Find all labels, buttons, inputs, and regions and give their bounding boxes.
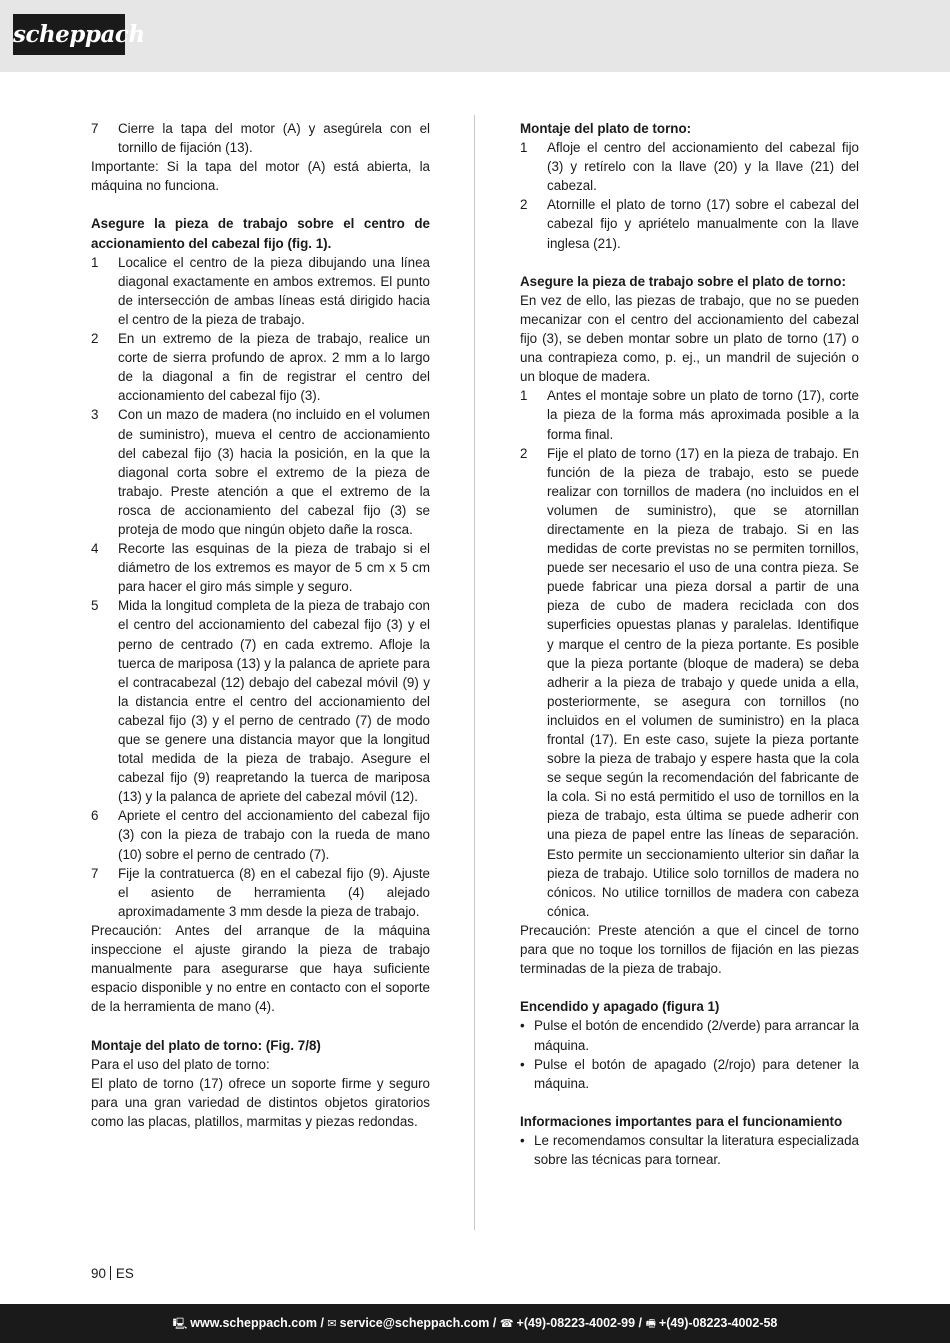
step-number: 2 (520, 197, 528, 213)
step-number: 1 (91, 254, 99, 270)
caution-note: Precaución: Preste atención a que el cincel de torno para que no toque los tornillos de fijación en las piezas terminadas de la pieza de trabajo. (520, 922, 859, 977)
step-text: Mida la longitud completa de la pieza de trabajo con el centro del accionamiento del cabezal fijo (3) y el perno de centrado (7) en cada extremo. Afloje la tuerca de mariposa (13) y la palanca de apriete para el contracabezal (12) debajo del cabezal móvil (9) y la distancia entre el centro del accionamiento del cabezal fijo (3) y el perno de centrado (7) de modo que se genere una distancia mayor que la longitud total medida de la pieza de trabajo. Asegure el cabezal fijo (9) reapretando la tuerca de mariposa (13) y la palanca de apriete del cabezal móvil (12). (118, 598, 430, 805)
list-item (520, 138, 859, 195)
list-item (520, 386, 859, 443)
step-number: 4 (91, 541, 99, 557)
step-number: 1 (520, 388, 528, 404)
step-text: Con un mazo de madera (no incluido en el volumen de suministro), mueva el centro de accionamiento del cabezal fijo (3) hacia la posición, en la que la diagonal corta sobre el extremo de la pieza de trabajo. Preste atención a que el extremo de la rosca de accionamiento del cabezal fijo (3) se proteja de modo que ningún objeto dañe la rosca. (118, 407, 430, 537)
step-number: 3 (91, 407, 99, 423)
section-heading: Montaje del plato de torno: (Fig. 7/8) (91, 1037, 321, 1053)
step-number: 5 (91, 598, 99, 614)
bullet-icon: • (520, 1132, 525, 1148)
step-number: 6 (91, 808, 99, 824)
list-item (91, 253, 430, 329)
bullet-text: Pulse el botón de apagado (2/rojo) para detener la máquina. (534, 1056, 859, 1091)
footer-bar (0, 1304, 950, 1343)
step-text: Localice el centro de la pieza dibujando una línea diagonal exactamente en ambos extremos. El punto de intersección de ambas líneas está dirigido hacia el centro de la pieza de trabajo. (118, 254, 430, 327)
step-text: Atornille el plato de torno (17) sobre el cabezal del cabezal fijo y apriételo manualmente con la llave inglesa (21). (547, 197, 859, 251)
step-number: 2 (520, 445, 528, 461)
step-number: 7 (91, 121, 99, 136)
list-item (520, 1055, 859, 1093)
bullet-text: Le recomendamos consultar la literatura especializada sobre las técnicas para tornear. (534, 1132, 859, 1168)
step-text: Fije la contratuerca (8) en el cabezal fijo (9). Ajuste el asiento de herramienta (4) alejado aproximadamente 3 mm desde la pieza de trabajo. (118, 865, 430, 919)
fax-icon: 🖷 (645, 1317, 656, 1330)
step-text: Cierre la tapa del motor (A) y asegúrela con el tornillo de fijación (13). (118, 121, 430, 156)
important-note: Importante: Si la tapa del motor (A) está abierta, la máquina no funciona. (91, 159, 430, 194)
language-code: ES (115, 1266, 134, 1281)
footer-separator: / (320, 1316, 324, 1330)
right-column (520, 119, 859, 1169)
list-item (520, 195, 859, 252)
step-number: 2 (91, 331, 99, 347)
section-heading: Encendido y apagado (figura 1) (520, 999, 720, 1015)
list-item (520, 1016, 859, 1054)
list-item (91, 806, 430, 863)
step-number: 7 (91, 865, 99, 881)
list-item (520, 444, 859, 921)
column-divider (474, 115, 475, 1230)
step-text: Afloje el centro del accionamiento del cabezal fijo (3) y retírelo con la llave (20) y la llave (21) del cabezal. (547, 140, 859, 194)
list-item (520, 1131, 859, 1169)
page-number (91, 1265, 134, 1282)
page-number-value: 90 (91, 1266, 106, 1281)
list-item (91, 596, 430, 806)
section-heading: Montaje del plato de torno: (520, 121, 692, 136)
monitor-icon: 🖳 (172, 1317, 188, 1330)
brand-logo: scheppach (13, 14, 125, 55)
header-bar (0, 0, 950, 72)
list-item (91, 405, 430, 539)
paragraph: Para el uso del plato de torno: (91, 1056, 270, 1072)
paragraph: El plato de torno (17) ofrece un soporte firme y seguro para una gran variedad de distintos objetos giratorios como las placas, platillos, marmitas y piezas redondas. (91, 1075, 430, 1129)
footer-separator: / (638, 1316, 643, 1330)
website-link[interactable]: www.scheppach.com (190, 1316, 317, 1330)
bullet-icon: • (520, 1018, 525, 1034)
left-column (91, 119, 430, 1131)
paragraph: En vez de ello, las piezas de trabajo, que no se pueden mecanizar con el centro del accionamiento del cabezal fijo (3), se deben montar sobre un plato de torno (17) o una contrapieza como, p. ej., un mandril de sujeción o un bloque de madera. (520, 292, 859, 385)
step-text: Fije el plato de torno (17) en la pieza de trabajo. En función de la pieza de trabajo, esto se puede realizar con tornillos de madera (no incluidos en el volumen de suministro), que se atornillan directamente en la pieza de trabajo. Si en las medidas de corte previstas no se permiten tornillos, puede ser necesario el uso de una contra pieza. Se puede fabricar una pieza dorsal a partir de una pieza de cubo de madera reciclada con dos superficies opuestas planas y paralelas. Identifique y marque el centro de la pieza portante. Es posible que la pieza portante (bloque de madera) se deba adherir a la pieza de trabajo y quede unida a ella, posteriormente, se asegura con tornillos (no incluidos en el volumen de suministro) en la placa frontal (17). En este caso, sujete la pieza portante sobre la pieza de trabajo y espere hasta que la cola se seque según la recomendación del fabricante de la cola. Si no está permitido el uso de tornillos en la pieza de trabajo, esta última se puede adherir con una pieza de papel entre las líneas de separación. Esto permite un seccionamiento ulterior sin dañar la pieza de trabajo. Utilice solo tornillos de madera no cónicos. No utilice tornillos de madera con cabeza cónica. (547, 445, 859, 919)
section-heading: Asegure la pieza de trabajo sobre el centro de accionamiento del cabezal fijo (fig. 1). (91, 216, 430, 251)
step-text: Apriete el centro del accionamiento del cabezal fijo (3) con la pieza de trabajo con la rueda de mano (10) sobre el perno de centrado (7). (118, 808, 430, 862)
list-item (91, 539, 430, 596)
list-item (91, 329, 430, 405)
section-heading: Asegure la pieza de trabajo sobre el plato de torno: (520, 273, 846, 289)
bullet-icon: • (520, 1056, 525, 1072)
phone-number: +(49)-08223-4002-99 (516, 1316, 636, 1330)
step-text: Antes el montaje sobre un plato de torno (17), corte la pieza de la forma más aproximada posible a la forma final. (547, 388, 859, 442)
step-number: 1 (520, 140, 528, 156)
fax-number: +(49)-08223-4002-58 (658, 1316, 778, 1330)
section-heading: Informaciones importantes para el funcionamiento (520, 1113, 843, 1129)
bullet-text: Pulse el botón de encendido (2/verde) para arrancar la máquina. (534, 1018, 859, 1053)
caution-note: Precaución: Antes del arranque de la máquina inspeccione el ajuste girando la pieza de trabajo manualmente para asegurarse que haya suficiente espacio disponible y no entre en contacto con el soporte de la herramienta de mano (4). (91, 922, 430, 1015)
list-item (91, 864, 430, 921)
mail-icon: ✉ (327, 1317, 337, 1330)
footer-separator: / (492, 1316, 497, 1330)
phone-icon: ☎ (499, 1317, 514, 1330)
step-text: Recorte las esquinas de la pieza de trabajo si el diámetro de los extremos es mayor de 5 cm x 5 cm para hacer el giro más simple y seguro. (118, 541, 430, 595)
page-number-separator (110, 1266, 111, 1280)
list-item (91, 119, 430, 157)
email-link[interactable]: service@scheppach.com (339, 1316, 490, 1330)
step-text: En un extremo de la pieza de trabajo, realice un corte de sierra profundo de aprox. 2 mm a lo largo de la diagonal a fin de registrar el centro del accionamiento del cabezal fijo (3). (118, 331, 430, 404)
